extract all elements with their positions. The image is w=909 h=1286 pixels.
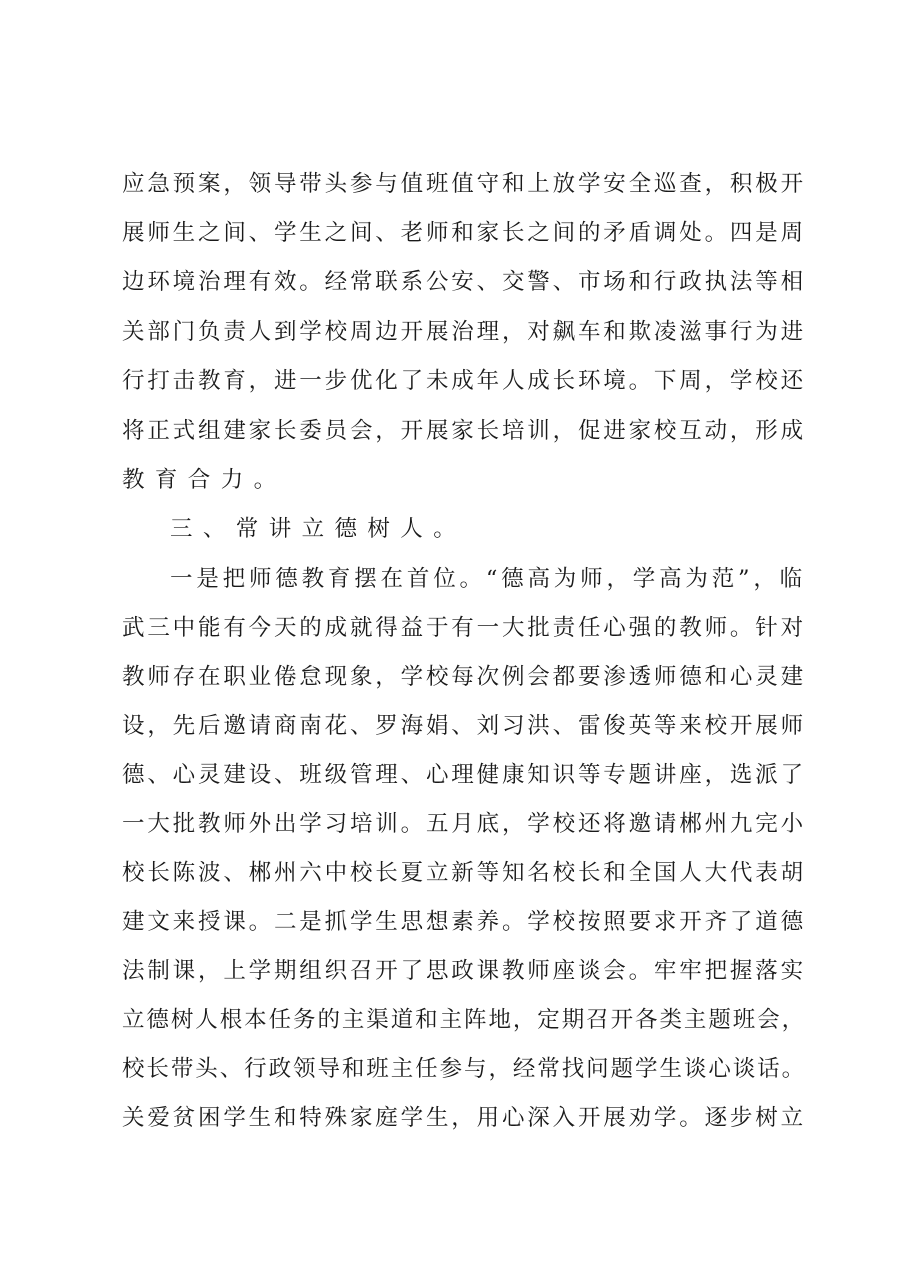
text-line xyxy=(0,704,909,748)
text-line-content: 校长带头、行政领导和班主任参与，经常找问题学生谈心谈话。 xyxy=(122,1056,807,1082)
text-line xyxy=(0,1047,909,1091)
text-line-content: 建文来授课。二是抓学生思想素养。学校按照要求开齐了道德 xyxy=(122,909,806,935)
text-line-content: 一是把师德教育摆在首位。“德高为师，学高为范”，临 xyxy=(170,566,807,592)
text-line xyxy=(0,359,909,403)
text-line-content: 教育合力。 xyxy=(122,467,287,493)
text-line xyxy=(0,851,909,895)
text-line xyxy=(0,753,909,797)
text-line-content: 校长陈波、郴州六中校长夏立新等知名校长和全国人大代表胡 xyxy=(122,860,806,886)
text-line xyxy=(0,802,909,846)
text-line xyxy=(0,458,909,502)
text-line-content: 德、心灵建设、班级管理、心理健康知识等专题讲座，选派了 xyxy=(122,762,806,788)
text-line-content: 边环境治理有效。经常联系公安、交警、市场和行政执法等相 xyxy=(122,269,806,295)
text-line xyxy=(0,655,909,699)
text-line xyxy=(0,1096,909,1140)
section-heading xyxy=(0,507,909,551)
text-line-content: 应急预案，领导带头参与值班值守和上放学安全巡查，积极开 xyxy=(122,171,806,197)
text-line xyxy=(0,998,909,1042)
text-line xyxy=(0,211,909,255)
text-line xyxy=(0,949,909,993)
text-line-content: 行打击教育，进一步优化了未成年人成长环境。下周，学校还 xyxy=(122,368,806,394)
section-heading-text: 三、常讲立德树人。 xyxy=(170,516,467,542)
text-line xyxy=(0,310,909,354)
text-line-content: 关爱贫困学生和特殊家庭学生，用心深入开展劝学。逐步树立 xyxy=(122,1105,806,1131)
text-line xyxy=(0,162,909,206)
text-line-content: 教师存在职业倦怠现象，学校每次例会都要渗透师德和心灵建 xyxy=(122,664,806,690)
text-line-content: 立德树人根本任务的主渠道和主阵地，定期召开各类主题班会， xyxy=(122,1007,807,1033)
text-line xyxy=(0,557,909,601)
text-line-content: 将正式组建家长委员会，开展家长培训，促进家校互动，形成 xyxy=(122,418,806,444)
text-line-content: 关部门负责人到学校周边开展治理，对飙车和欺凌滋事行为进 xyxy=(122,319,806,345)
text-line xyxy=(0,606,909,650)
text-line xyxy=(0,260,909,304)
text-line-content: 设，先后邀请商南花、罗海娟、刘习洪、雷俊英等来校开展师 xyxy=(122,713,806,739)
text-line-content: 展师生之间、学生之间、老师和家长之间的矛盾调处。四是周 xyxy=(122,220,806,246)
text-line xyxy=(0,900,909,944)
text-line-content: 武三中能有今天的成就得益于有一大批责任心强的教师。针对 xyxy=(122,615,806,641)
text-line xyxy=(0,409,909,453)
text-line-content: 一大批教师外出学习培训。五月底，学校还将邀请郴州九完小 xyxy=(122,811,806,837)
text-line-content: 法制课，上学期组织召开了思政课教师座谈会。牢牢把握落实 xyxy=(122,958,806,984)
